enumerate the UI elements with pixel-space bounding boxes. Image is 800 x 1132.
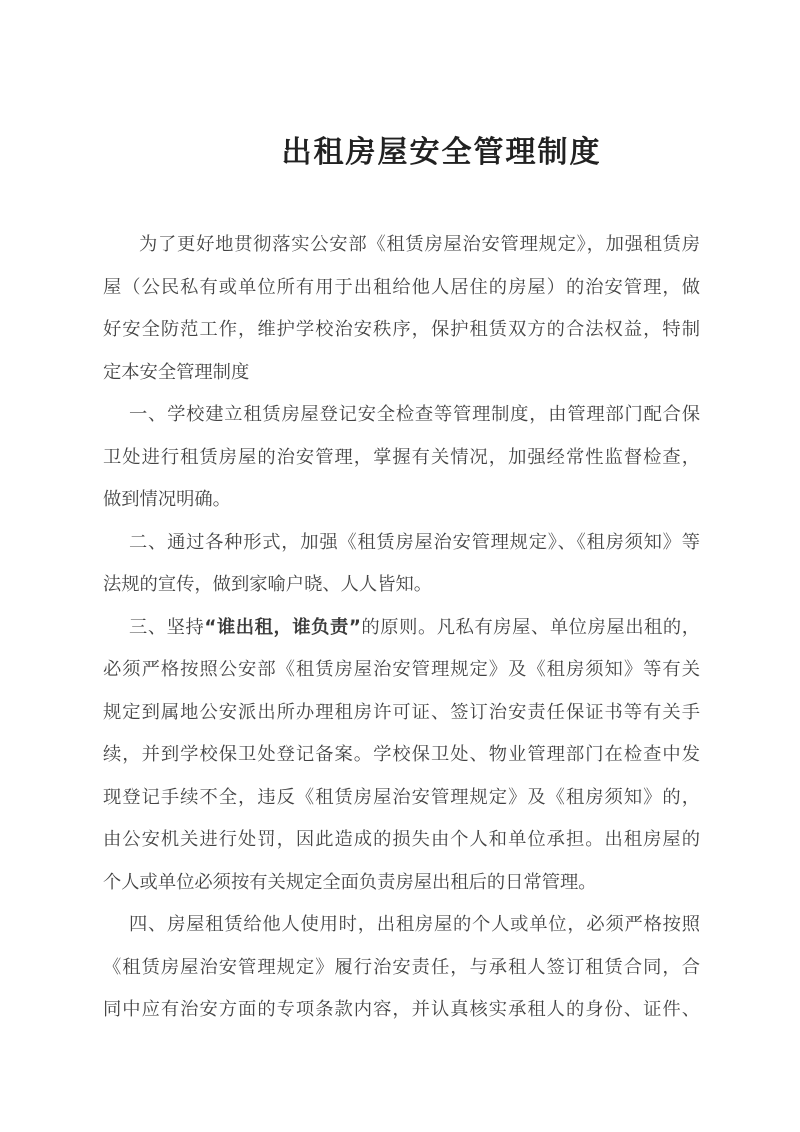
text-line xyxy=(103,394,700,437)
text-segment: 同中应有治安方面的专项条款内容，并认真核实承租人的身份、证件、 xyxy=(103,999,700,1020)
text-segment: 规定到属地公安派出所办理租房许可证、签订治安责任保证书等有关手 xyxy=(103,701,700,723)
text-line xyxy=(103,224,700,267)
text-line xyxy=(103,819,700,862)
text-line xyxy=(103,267,700,310)
text-segment: 为了更好地贯彻落实公安部《租赁房屋治安管理规定》，加强租赁房 xyxy=(139,234,700,255)
text-line xyxy=(103,777,700,820)
text-segment: 做到情况明确。 xyxy=(103,489,231,510)
text-segment: 必须严格按照公安部《租赁房屋治安管理规定》及《租房须知》等有关 xyxy=(103,659,700,680)
text-segment: 《租赁房屋治安管理规定》履行治安责任，与承租人签订租赁合同，合 xyxy=(103,956,700,978)
text-segment: 法规的宣传，做到家喻户晓、人人皆知。 xyxy=(103,574,433,595)
text-segment: 由公安机关进行处罚，因此造成的损失由个人和单位承担。出租房屋的 xyxy=(103,829,700,850)
document-body xyxy=(103,224,700,1032)
text-segment: 一、学校建立租赁房屋登记安全检查等管理制度，由管理部门配合保 xyxy=(129,404,700,425)
text-line xyxy=(103,352,700,395)
text-line xyxy=(103,309,700,352)
text-segment: 二、通过各种形式，加强《租赁房屋治安管理规定》、《租房须知》等 xyxy=(129,531,700,553)
text-segment: 个人或单位必须按有关规定全面负责房屋出租后的日常管理。 xyxy=(103,871,597,893)
text-segment: 续，并到学校保卫处登记备案。学校保卫处、物业管理部门在检查中发 xyxy=(103,744,700,765)
text-line xyxy=(103,479,700,522)
text-line xyxy=(103,607,700,650)
text-line xyxy=(103,692,700,735)
text-line xyxy=(103,947,700,990)
text-segment: 好安全防范工作，维护学校治安秩序，保护租赁双方的合法权益，特制 xyxy=(103,319,700,340)
text-segment: 的原则。凡私有房屋、单位房屋出租的， xyxy=(360,616,700,638)
text-line xyxy=(103,522,700,565)
text-segment: 现登记手续不全，违反《租赁房屋治安管理规定》及《租房须知》的， xyxy=(103,786,700,808)
text-line xyxy=(103,904,700,947)
text-line xyxy=(103,437,700,480)
document-content xyxy=(103,0,700,1032)
text-line xyxy=(103,734,700,777)
text-line xyxy=(103,862,700,905)
text-segment: 屋（公民私有或单位所有用于出租给他人居住的房屋）的治安管理，做 xyxy=(103,276,700,298)
text-segment: 卫处进行租赁房屋的治安管理，掌握有关情况，加强经常性监督检查， xyxy=(103,446,700,468)
text-segment: 定本安全管理制度 xyxy=(103,361,250,383)
text-line xyxy=(103,989,700,1032)
text-segment: 三、坚持 xyxy=(129,616,205,638)
bold-phrase: “谁出租，谁负责” xyxy=(204,616,361,638)
text-line xyxy=(103,649,700,692)
text-line xyxy=(103,564,700,607)
text-segment: 四、房屋租赁给他人使用时，出租房屋的个人或单位，必须严格按照 xyxy=(129,914,700,935)
document-title: 出租房屋安全管理制度 xyxy=(281,135,602,170)
